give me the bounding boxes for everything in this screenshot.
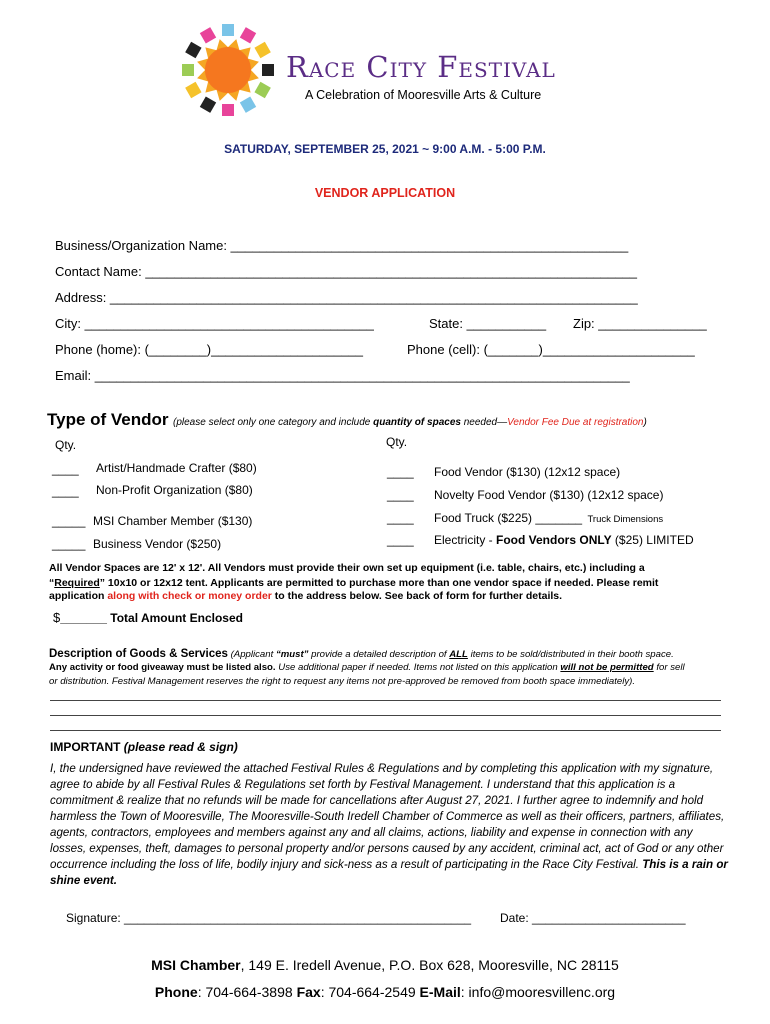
qty-label-left: Qty. [55,438,77,452]
desc-text: items to be sold/distributed in their booth space. [467,649,674,660]
festival-subtitle: A Celebration of Mooresville Arts & Culture [305,88,542,102]
desc-text: Use additional paper if needed. Items not listed on this application [275,662,561,673]
note-part: quantity of spaces [373,417,461,428]
spaces-line-3 [49,590,562,602]
description-input-line[interactable] [50,730,721,731]
vendor-option-food-truck [434,511,663,525]
zip-field[interactable]: Zip: _______________ [573,316,707,331]
vendor-type-heading: Type of Vendor [47,410,169,429]
spaces-line-1: All Vendor Spaces are 12' x 12'. All Vendors must provide their own set up equipment (i.e. table, chairs, etc.) including a [49,562,645,574]
rain-or-shine: This is a rain or shine event. [50,858,728,887]
important-heading-row [50,740,238,754]
electricity-restriction: Food Vendors ONLY [496,533,612,547]
phone-home-field[interactable]: Phone (home): (________)_____________________ [55,342,363,357]
qty-blank[interactable]: ____ [52,462,79,476]
description-line-1 [49,648,674,660]
description-input-line[interactable] [50,715,721,716]
desc-text: Any activity or food giveaway must be listed also. [49,662,276,673]
qty-blank[interactable]: ____ [387,533,414,547]
total-amount-row [53,610,243,625]
phone-cell-field[interactable]: Phone (cell): (_______)_____________________ [407,342,695,357]
qty-blank[interactable]: ____ [387,488,414,502]
note-part: needed— [460,417,508,428]
description-input-line[interactable] [50,700,721,701]
city-field[interactable]: City: ________________________________________ [55,316,374,331]
footer-phone: : 704-664-3898 [197,984,297,1000]
note-part: (please select only one category and include [173,417,374,428]
footer-phone-label: Phone [154,984,198,1000]
spaces-text: application [49,590,108,602]
footer-fax-label: Fax [296,984,321,1000]
required-word: Required [54,577,100,589]
important-heading: IMPORTANT [50,740,121,754]
important-body [50,761,730,889]
desc-text: ALL [449,649,468,660]
qty-blank[interactable]: ____ [52,484,79,498]
truck-dimensions-label: Truck Dimensions [587,514,664,525]
vendor-option: MSI Chamber Member ($130) [93,514,253,528]
vendor-option: Food Vendor ($130) (12x12 space) [434,465,621,479]
desc-text: for sell [653,662,685,673]
qty-blank[interactable]: _____ [52,537,86,551]
date-field[interactable]: Date: _______________________ [500,911,686,925]
footer-email-label: E-Mail [419,984,461,1000]
festival-title: Race City Festival [286,50,556,84]
vendor-option: Non-Profit Organization ($80) [96,483,253,497]
total-amount-label: Total Amount Enclosed [106,611,243,625]
description-line-3: or distribution. Festival Management reserves the right to request any items not pre-approved be removed from booth space immediately). [49,676,636,687]
note-part: ) [643,417,647,428]
important-sub: (please read & sign) [120,740,238,754]
spaces-text: ” 10x10 or 12x12 tent. Applicants are permitted to purchase more than one vendor space if needed. Please remit [99,577,659,589]
footer-org: MSI Chamber [151,957,241,973]
description-heading: Description of Goods & Services [49,648,228,660]
vendor-option: Business Vendor ($250) [93,537,222,551]
electricity-price: ($25) LIMITED [611,533,694,547]
payment-method: along with check or money order [107,590,272,602]
vendor-option: Artist/Handmade Crafter ($80) [96,461,257,475]
vendor-option: Novelty Food Vendor ($130) (12x12 space) [434,488,664,502]
qty-blank[interactable]: _____ [52,514,86,528]
sun-emblem [178,18,278,118]
email-field[interactable]: Email: __________________________________________________________________________ [55,368,630,383]
spaces-text: to the address below. See back of form for further details. [271,590,563,602]
note-fee: Vendor Fee Due at registration [507,417,644,428]
spaces-line-2 [49,577,658,589]
vendor-option-electricity [434,533,694,547]
total-amount-input[interactable]: _______ [60,611,107,625]
footer-fax: : 704-664-2549 [320,984,420,1000]
desc-text: provide a detailed description of [308,649,450,660]
address-field[interactable]: Address: _________________________________________________________________________ [55,290,638,305]
business-name-field[interactable]: Business/Organization Name: _______________________________________________________ [55,238,629,253]
state-field[interactable]: State: ___________ [429,316,547,331]
description-line-2 [49,662,685,673]
desc-text: will not be permitted [560,662,654,673]
form-title: VENDOR APPLICATION [314,186,456,200]
qty-blank[interactable]: ____ [387,465,414,479]
footer-address [0,957,770,973]
signature-field[interactable]: Signature: ____________________________________________________ [66,911,472,925]
qty-blank[interactable]: ____ [387,511,414,525]
qty-label-right: Qty. [386,435,408,449]
vendor-type-heading-row [47,410,647,430]
dollar-sign: $ [53,610,61,625]
contact-name-field[interactable]: Contact Name: ____________________________________________________________________ [55,264,637,279]
event-date: SATURDAY, SEPTEMBER 25, 2021 ~ 9:00 A.M. - 5:00 P.M. [224,142,546,156]
footer-email: : info@mooresvillenc.org [460,984,616,1000]
festival-logo [178,18,278,118]
desc-text: “must” [275,649,309,660]
footer-contact [0,984,770,1000]
vendor-type-note [173,417,647,428]
electricity-label: Electricity - [434,533,497,547]
quote: “ [49,577,55,589]
important-text: I, the undersigned have reviewed the attached Festival Rules & Regulations and by completing this application with my signature, agree to abide by all Festival Rules & Regulations set forth by Festival Management. I understand that this application is a commitment & realize that no refunds will be made for cancellations after August 27, 2021. I further agree to indemnify and hold harmless the Town of Mooresville, The Mooresville-South Iredell Chamber of Commerce as well as their officers, partners, affiliates, agents, contractors, employees and members against any and all claims, actions, liability and expense in connection with any losses, expenses, theft, damages to personal property and/or persons caused by any accident, criminal act, act of God or any other occurrence including the loss of life, bodily injury and sick-ness as a result of participating in the Race City Festival. [50,762,725,871]
footer-address-text: , 149 E. Iredell Avenue, P.O. Box 628, Mooresville, NC 28115 [240,957,619,973]
food-truck-label: Food Truck ($225) _______ [434,511,583,525]
desc-text: (Applicant [227,649,276,660]
